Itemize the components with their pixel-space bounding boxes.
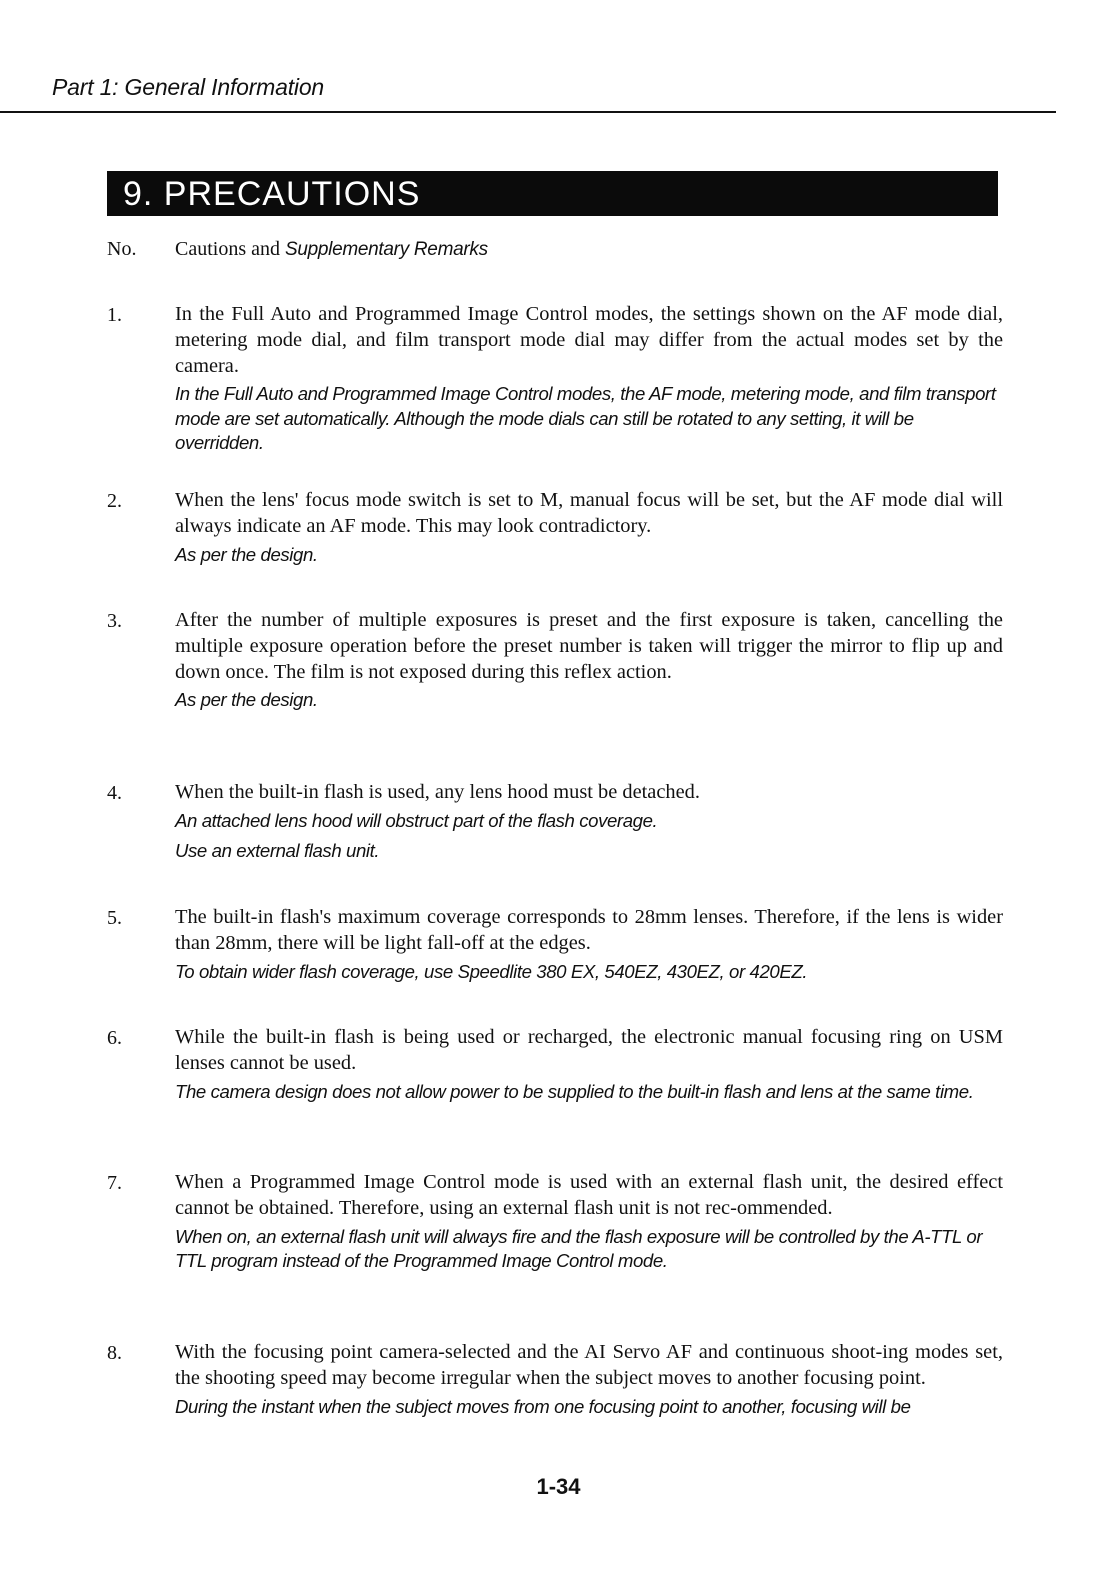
caution-text: When the built-in flash is used, any lens hood must be detached. bbox=[175, 781, 700, 803]
supplementary-remark: During the instant when the subject moves from one focusing point to another, focusing will be bbox=[175, 1395, 911, 1417]
page-number: 1-34 bbox=[536, 1474, 581, 1499]
caution-text: With the focusing point camera-selected and the AI Servo AF and continuous shoot-ing modes set, the shooting speed may become irregular when the subject moves to another focusing point. bbox=[175, 1341, 1003, 1389]
caution-text: When the lens' focus mode switch is set to M, manual focus will be set, but the AF mode dial will always indicate an AF mode. This may look contradictory. bbox=[175, 489, 1003, 537]
item-number: 1. bbox=[107, 304, 122, 326]
caution-text: In the Full Auto and Programmed Image Control modes, the settings shown on the AF mode dial, metering mode dial, and film transport mode dial may differ from the actual modes set by the camera. bbox=[175, 303, 1003, 377]
item-number: 3. bbox=[107, 610, 122, 632]
section-title: 9. PRECAUTIONS bbox=[123, 175, 421, 213]
supplementary-remark: The camera design does not allow power to be supplied to the built-in flash and lens at the same time. bbox=[175, 1080, 974, 1102]
section-title-bar bbox=[107, 171, 998, 216]
item-number: 4. bbox=[107, 782, 122, 804]
item-number: 8. bbox=[107, 1342, 122, 1364]
caution-text: While the built-in flash is being used or recharged, the electronic manual focusing ring on USM lenses cannot be used. bbox=[175, 1026, 1003, 1074]
supplementary-remark: As per the design. bbox=[175, 689, 318, 711]
caution-text: The built-in flash's maximum coverage corresponds to 28mm lenses. Therefore, if the lens is wider than 28mm, there will be light fall-off at the edges. bbox=[175, 906, 1003, 954]
supplementary-remark: As per the design. bbox=[175, 543, 318, 565]
column-heading-remarks: Supplementary Remarks bbox=[285, 239, 488, 260]
caution-text: When a Programmed Image Control mode is used with an external flash unit, the desired effect cannot be obtained. Therefore, using an external flash unit is not rec-ommended. bbox=[175, 1171, 1003, 1219]
supplementary-remark: An attached lens hood will obstruct part of the flash coverage. bbox=[175, 809, 658, 831]
item-number: 7. bbox=[107, 1172, 122, 1194]
supplementary-remark: To obtain wider flash coverage, use Speedlite 380 EX, 540EZ, 430EZ, or 420EZ. bbox=[175, 960, 808, 982]
item-number: 2. bbox=[107, 490, 122, 512]
supplementary-remark: In the Full Auto and Programmed Image Control modes, the AF mode, metering mode, and film transport mode are set automatically. Although the mode dials can still be rotated to any setting, it will be overridden. bbox=[175, 383, 996, 454]
supplementary-remark: When on, an external flash unit will always fire and the flash exposure will be controlled by the A-TTL or TTL program instead of the Programmed Image Control mode. bbox=[175, 1225, 983, 1272]
item-number: 6. bbox=[107, 1027, 122, 1049]
header-rule bbox=[0, 111, 1056, 113]
item-number: 5. bbox=[107, 907, 122, 929]
running-header: Part 1: General Information bbox=[52, 74, 325, 100]
supplementary-remark: Use an external flash unit. bbox=[175, 840, 380, 862]
column-heading-cautions bbox=[175, 238, 488, 261]
caution-text: After the number of multiple exposures is preset and the first exposure is taken, cancelling the multiple exposure operation before the preset number is taken will trigger the mirror to flip up and down once. The film is not exposed during this reflex action. bbox=[175, 609, 1003, 683]
column-heading-no: No. bbox=[107, 238, 137, 260]
column-heading-cautions-text: Cautions and bbox=[175, 238, 280, 260]
column-headings bbox=[107, 238, 1007, 268]
